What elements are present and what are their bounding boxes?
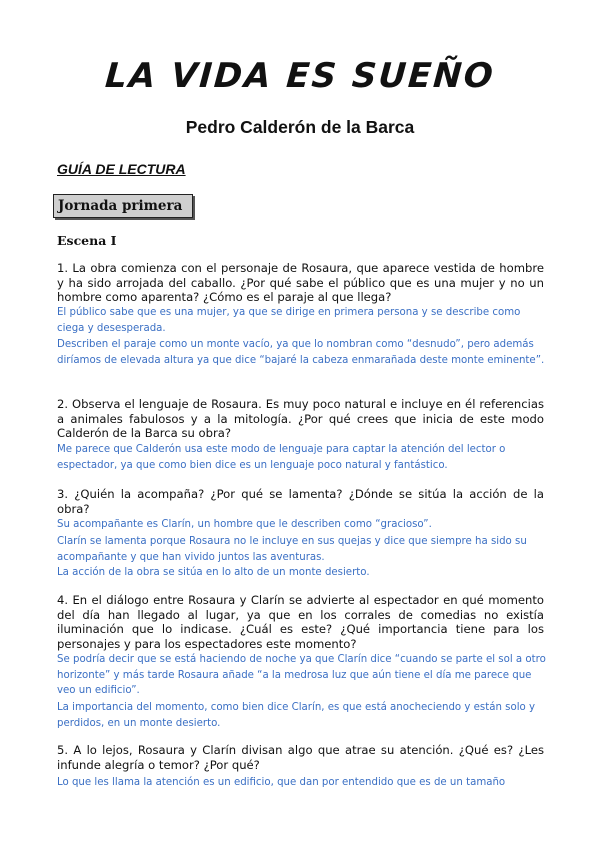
answer-3-3: La acción de la obra se sitúa en lo alto de un monte desierto. — [57, 567, 370, 578]
answer-3-2: Clarín se lamenta porque Rosaura no le incluye en sus quejas y dice que siempre ha sido su acompañante y que han vivido juntos las aventuras. — [57, 536, 527, 563]
answer-4-1: Se podría decir que se está haciendo de noche ya que Clarín dice “cuando se parte el sol a otro horizonte” y más tarde Rosaura añade “a la medrosa luz que aún tiene el día me parece que veo un edificio”. — [57, 654, 546, 696]
author-name: Pedro Calderón de la Barca — [185, 117, 415, 137]
question-1: 1. La obra comienza con el personaje de Rosaura, que aparece vestida de hombre y ha sido arrojada del caballo. ¿Por qué sabe el público que es una mujer y no un hombre como aparenta? ¿Cómo es el paraje al que llega? — [57, 261, 544, 304]
answer-4-2: La importancia del momento, como bien dice Clarín, es que está anocheciendo y están solo y perdidos, en un monte desierto. — [57, 702, 536, 729]
question-3: 3. ¿Quién la acompaña? ¿Por qué se lamenta? ¿Dónde se sitúa la acción de la obra? — [57, 487, 544, 516]
guide-heading: GUÍA DE LECTURA — [57, 161, 186, 177]
question-5: 5. A lo lejos, Rosaura y Clarín divisan algo que atrae su atención. ¿Qué es? ¿Les infunde alegría o temor? ¿Por qué? — [57, 743, 544, 772]
document-title: LA VIDA ES SUEÑO — [103, 56, 497, 96]
section-label: Jornada primera — [58, 198, 183, 214]
question-4: 4. En el diálogo entre Rosaura y Clarín se advierte al espectador en qué momento del día han llegado al lugar, ya que en los corrales de comedias no existía iluminación que lo indicase. ¿Cuál es este? ¿Qué importancia tiene para los personajes y para los espectadores este momento? — [57, 593, 544, 651]
answer-3-1: Su acompañante es Clarín, un hombre que le describen como “gracioso”. — [57, 519, 432, 530]
scene-heading: Escena I — [57, 233, 117, 248]
section-box — [53, 194, 193, 218]
answer-1-2: Describen el paraje como un monte vacío, ya que lo nombran como “desnudo”, pero además diríamos de elevada altura ya que dice “bajaré la cabeza enmarañada deste monte eminente”. — [57, 339, 545, 366]
answer-5-1: Lo que les llama la atención es un edificio, que dan por entendido que es de un tamaño — [57, 777, 506, 788]
question-2: 2. Observa el lenguaje de Rosaura. Es muy poco natural e incluye en él referencias a animales fabulosos y a la mitología. ¿Por qué crees que inicia de este modo Calderón de la Barca su obra? — [57, 397, 544, 440]
answer-1-1: El público sabe que es una mujer, ya que se dirige en primera persona y se describe como ciega y desesperada. — [57, 307, 521, 334]
answer-2-1: Me parece que Calderón usa este modo de lenguaje para captar la atención del lector o espectador, ya que como bien dice es un lenguaje poco natural y fantástico. — [57, 444, 506, 471]
